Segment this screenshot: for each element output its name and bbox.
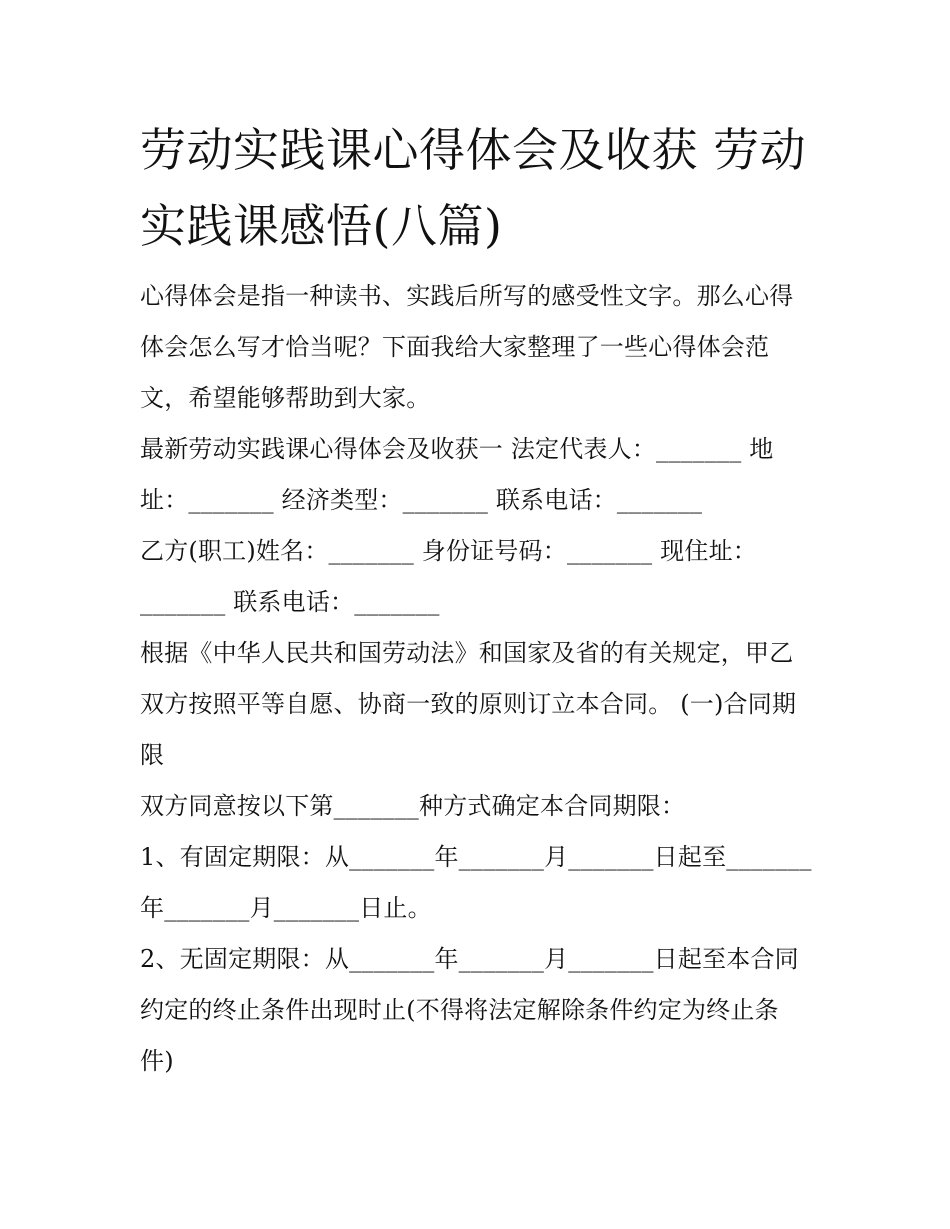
legal-basis-paragraph: 根据《中华人民共和国劳动法》和国家及省的有关规定，甲乙双方按照平等自愿、协商一致的原则订立本合同。 (一)合同期限 (140, 639, 797, 769)
open-term-paragraph: 2、无固定期限：从_______年_______月_______日起至本合同约定的终止条件出现时止(不得将法定解除条件约定为终止条件) (140, 945, 799, 1075)
document-title: 劳动实践课心得体会及收获 劳动实践课感悟(八篇) (140, 123, 807, 253)
employer-info-paragraph: 最新劳动实践课心得体会及收获一 法定代表人：_______ 地址：_______ 经济类型：_______ 联系电话：_______ (140, 435, 774, 514)
document-content (140, 112, 812, 1087)
fixed-term-paragraph: 1、有固定期限：从_______年_______月_______日起至_______年_______月_______日止。 (140, 843, 812, 922)
contract-term-method-paragraph: 双方同意按以下第_______种方式确定本合同期限： (140, 792, 686, 820)
intro-paragraph: 心得体会是指一种读书、实践后所写的感受性文字。那么心得体会怎么写才恰当呢？下面我给大家整理了一些心得体会范文，希望能够帮助到大家。 (140, 282, 794, 412)
employee-info-paragraph: 乙方(职工)姓名：_______ 身份证号码：_______ 现住址：_______ 联系电话：_______ (140, 537, 757, 616)
